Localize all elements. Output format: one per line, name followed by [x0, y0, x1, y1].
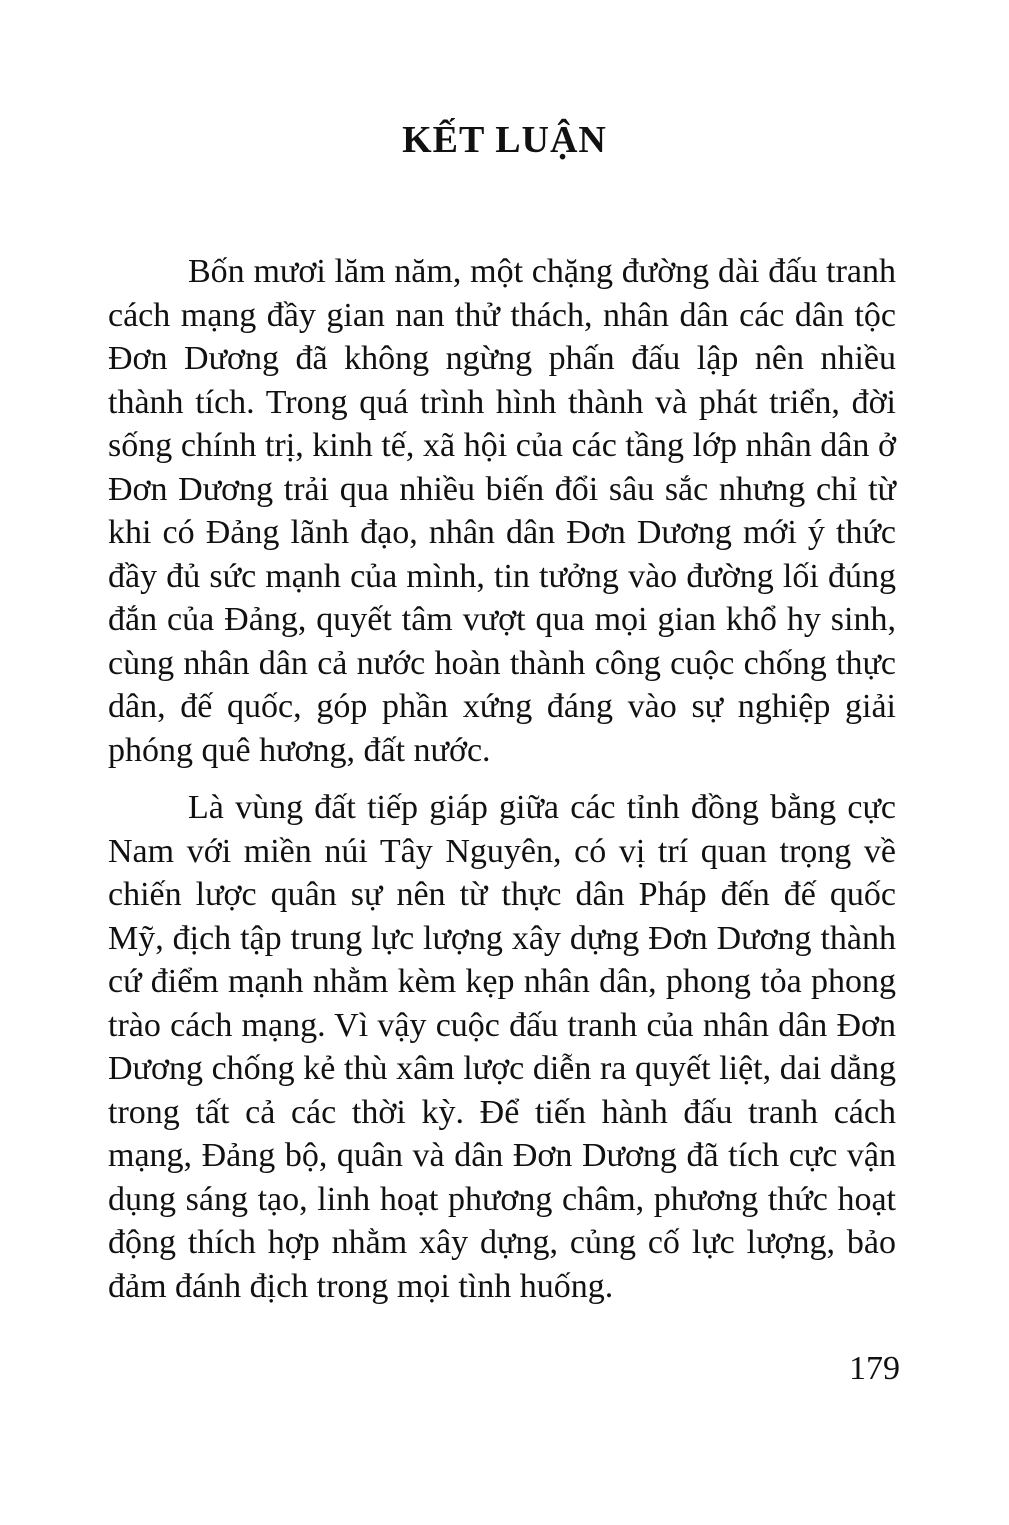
page-number: 179: [849, 1350, 900, 1387]
paragraph-2: Là vùng đất tiếp giáp giữa các tỉnh đồng bằng cực Nam với miền núi Tây Nguyên, có vị trí quan trọng về chiến lược quân sự nên từ thực dân Pháp đến đế quốc Mỹ, địch tập trung lực lượng xây dựng Đơn Dương thành cứ điểm mạnh nhằm kèm kẹp nhân dân, phong tỏa phong trào cách mạng. Vì vậy cuộc đấu tranh của nhân dân Đơn Dương chống kẻ thù xâm lược diễn ra quyết liệt, dai dẳng trong tất cả các thời kỳ. Để tiến hành đấu tranh cách mạng, Đảng bộ, quân và dân Đơn Dương đã tích cực vận dụng sáng tạo, linh hoạt phương châm, phương thức hoạt động thích hợp nhằm xây dựng, củng cố lực lượng, bảo đảm đánh địch trong mọi tình huống.: [108, 789, 896, 1305]
chapter-title: KẾT LUẬN: [402, 119, 607, 161]
body-text: [108, 250, 896, 1308]
paragraph-1: Bốn mươi lăm năm, một chặng đường dài đấu tranh cách mạng đầy gian nan thử thách, nhân dân các dân tộc Đơn Dương đã không ngừng phấn đấu lập nên nhiều thành tích. Trong quá trình hình thành và phát triển, đời sống chính trị, kinh tế, xã hội của các tầng lớp nhân dân ở Đơn Dương trải qua nhiều biến đổi sâu sắc nhưng chỉ từ khi có Đảng lãnh đạo, nhân dân Đơn Dương mới ý thức đầy đủ sức mạnh của mình, tin tưởng vào đường lối đúng đắn của Đảng, quyết tâm vượt qua mọi gian khổ hy sinh, cùng nhân dân cả nước hoàn thành công cuộc chống thực dân, đế quốc, góp phần xứng đáng vào sự nghiệp giải phóng quê hương, đất nước.: [108, 253, 896, 769]
